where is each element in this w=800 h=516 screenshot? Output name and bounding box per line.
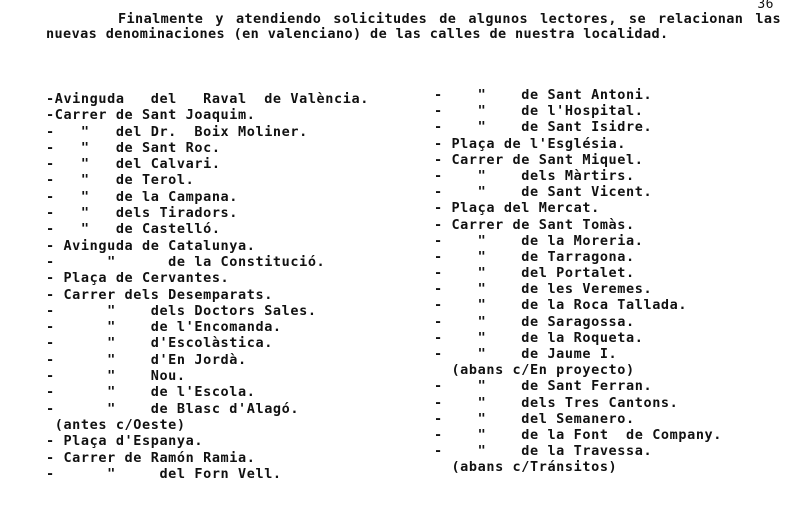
left-street-entry: - " de l'Encomanda. (46, 319, 282, 336)
right-street-entry: - " de la Font de Company. (434, 426, 723, 443)
intro-text: Finalmente y atendiendo solicitudes de algunos lectores, se relacionan las nuevas denominaciones (en valenciano) de las calles de nuestra localidad. (46, 11, 781, 42)
left-street-entry: - " d'En Jordà. (46, 351, 247, 368)
right-street-entry: - " de Sant Ferran. (434, 378, 653, 395)
page-number: 36 (757, 0, 774, 12)
right-street-entry: - Carrer de Sant Tomàs. (434, 216, 635, 233)
left-street-entry: - " del Calvari. (46, 156, 221, 173)
street-list-left (46, 91, 426, 482)
left-street-entry: - " de l'Escola. (46, 384, 256, 401)
right-street-entry: - " de Sant Vicent. (434, 184, 653, 201)
left-street-entry: - " d'Escolàstica. (46, 335, 273, 352)
left-street-entry: - " de la Constitució. (46, 253, 326, 270)
left-street-entry: -Avinguda del Raval de València. (46, 91, 369, 107)
right-street-entry: - " de Jaume I. (434, 346, 618, 362)
right-street-entry: - " de la Roca Tallada. (434, 297, 688, 314)
right-street-entry: - " del Portalet. (434, 265, 635, 282)
left-street-entry: - " dels Tiradors. (46, 205, 239, 222)
intro-paragraph (46, 12, 781, 42)
left-street-entry: - " de Blasc d'Alagó. (46, 400, 300, 417)
right-street-entry: - " de la Moreria. (434, 232, 644, 249)
left-street-entry: - Plaça d'Espanya. (46, 433, 204, 450)
right-street-entry: - " dels Màrtirs. (434, 167, 635, 184)
right-street-entry: (abans c/En proyecto) (434, 362, 635, 379)
right-street-entry: - " de la Roqueta. (434, 329, 644, 346)
right-street-entry: - " de la Travessa. (434, 443, 653, 460)
street-list-right (434, 87, 764, 476)
right-street-entry: - " de les Veremes. (434, 281, 653, 298)
left-street-entry: - " del Dr. Boix Moliner. (46, 123, 308, 140)
right-street-entry: - " de Tarragona. (434, 248, 635, 265)
left-street-entry: - " del Forn Vell. (46, 465, 282, 482)
left-street-entry: - " de Terol. (46, 172, 195, 189)
right-street-entry: - " de Saragossa. (434, 313, 635, 330)
left-street-entry: - Carrer dels Desemparats. (46, 286, 273, 303)
right-street-entry: - Carrer de Sant Miquel. (434, 151, 644, 168)
right-street-entry: - " de l'Hospital. (434, 103, 644, 120)
right-street-entry: - " de Sant Antoni. (434, 87, 653, 103)
right-street-entry: - " del Semanero. (434, 410, 635, 427)
right-street-entry: - " de Sant Isidre. (434, 119, 653, 136)
right-street-entry: (abans c/Tránsitos) (434, 459, 618, 476)
left-street-entry: - " de Castelló. (46, 221, 221, 238)
right-street-entry: - Plaça del Mercat. (434, 200, 600, 217)
left-street-entry: - Plaça de Cervantes. (46, 270, 230, 287)
left-street-entry: - " Nou. (46, 368, 186, 385)
left-street-entry: - Avinguda de Catalunya. (46, 237, 256, 254)
left-street-entry: (antes c/Oeste) (46, 416, 186, 433)
left-street-entry: - " de la Campana. (46, 188, 239, 205)
left-street-entry: - " dels Doctors Sales. (46, 302, 317, 319)
right-street-entry: - " dels Tres Cantons. (434, 394, 679, 411)
right-street-entry: - Plaça de l'Església. (434, 135, 627, 152)
left-street-entry: - " de Sant Roc. (46, 139, 221, 156)
left-street-entry: - Carrer de Ramón Ramia. (46, 449, 256, 466)
left-street-entry: -Carrer de Sant Joaquim. (46, 107, 256, 124)
